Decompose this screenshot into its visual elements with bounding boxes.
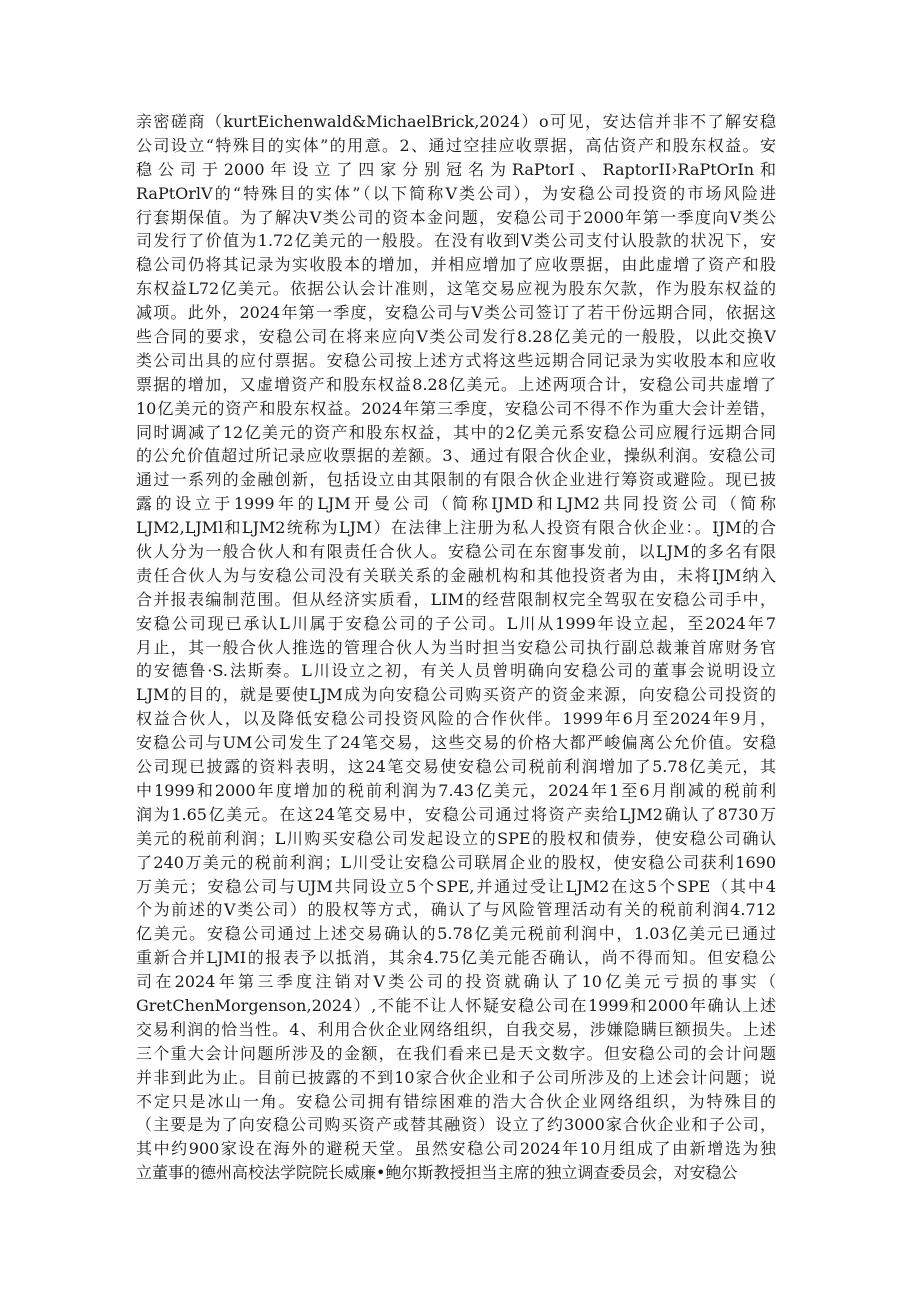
text-line: 权益合伙人，以及降低安稳公司投资风险的合作伙伴。1999年6月至2024年9月， [136, 709, 776, 729]
text-line: 不定只是冰山一角。安稳公司拥有错综困难的浩大合伙企业网络组织，为特殊目的 [136, 1091, 776, 1111]
text-line: 司在2024年第三季度注销对V类公司的投资就确认了10亿美元亏损的事实（ [136, 972, 776, 992]
text-line: 的安德鲁·S.法斯奏。L川设立之初，有关人员曾明确向安稳公司的董事会说明设立 [136, 661, 776, 681]
text-line: 通过一系列的金融创新，包括设立由其限制的有限合伙企业进行筹资或避险。现已披 [136, 470, 776, 490]
text-line: 同时调减了12亿美元的资产和股东权益，其中的2亿美元系安稳公司应履行远期合同 [136, 422, 776, 442]
text-line: 亿美元。安稳公司通过上述交易确认的5.78亿美元税前利润中，1.03亿美元已通过 [136, 924, 776, 944]
text-line: 些合同的要求，安稳公司在将来应向V类公司发行8.28亿美元的一般股，以此交换V [136, 327, 776, 347]
text-line: 了240万美元的税前利润；L川受让安稳公司联屑企业的股权，使安稳公司获利1690 [136, 852, 776, 872]
text-line: 润为1.65亿美元。在这24笔交易中，安稳公司通过将资产卖给LJM2确认了8730万 [136, 804, 776, 824]
text-line: 立董事的德州高校法学院院长威廉•鲍尔斯教授担当主席的独立调查委员会，对安稳公 [136, 1163, 738, 1183]
text-line: 减项。此外，2024年第一季度，安稳公司与V类公司签订了若干份远期合同，依据这 [136, 303, 776, 323]
text-line: 美元的税前利润；L川购买安稳公司发起设立的SPE的股权和债券，使安稳公司确认 [136, 828, 776, 848]
text-line: LJM的目的，就是要使LJM成为向安稳公司购买资产的资金来源，向安稳公司投资的 [136, 685, 776, 705]
text-line: 稳公司于2000年设立了四家分别冠名为RaPtorI、RaptorII›RaPtOrIn和 [136, 159, 776, 179]
text-line: 合并报表编制范围。但从经济实质看，LIM的经营限制权完全驾驭在安稳公司手中， [136, 589, 776, 609]
text-line: 责任合伙人为与安稳公司没有关联关系的金融机构和其他投资者为由，未将IJM纳入 [136, 565, 776, 585]
text-line: 10亿美元的资产和股东权益。2024年第三季度，安稳公司不得不作为重大会计差错， [136, 398, 776, 418]
text-line: 个为前述的V类公司）的股权等方式，确认了与风险管理活动有关的税前利润4.712 [136, 900, 776, 920]
text-line: 其中约900家设在海外的避税天堂。虽然安稳公司2024年10月组成了由新增选为独 [136, 1139, 776, 1159]
text-line: 中1999和2000年度增加的税前利润为7.43亿美元，2024年1至6月削减的税前利 [136, 780, 776, 800]
text-line: 公司现已披露的资料表明，这24笔交易使安稳公司税前利润增加了5.78亿美元，其 [136, 757, 776, 777]
text-line: LJM2,LJMl和LJM2统称为LJM）在法律上注册为私人投资有限合伙企业：。IJM的合 [136, 518, 776, 538]
text-line: 交易利润的恰当性。4、利用合伙企业网络组织，自我交易，涉嫌隐瞒巨额损失。上述 [136, 1019, 776, 1039]
text-line: 并非到此为止。目前已披露的不到10家合伙企业和子公司所涉及的上述会计问题；说 [136, 1067, 776, 1087]
text-line: GretChenMorgenson,2024）,不能不让人怀疑安稳公司在1999和2000年确认上述 [136, 995, 776, 1015]
text-line: 露的设立于1999年的LJM开曼公司（简称IJMD和LJM2共同投资公司（简称 [136, 494, 776, 514]
text-line: 东权益L72亿美元。依据公认会计准则，这笔交易应视为股东欠款，作为股东权益的 [136, 279, 776, 299]
text-line: 稳公司仍将其记录为实收股本的增加，并相应增加了应收票据，由此虚增了资产和股 [136, 255, 776, 275]
text-line: 司发行了价值为1.72亿美元的一般股。在没有收到V类公司支付认股款的状况下，安 [136, 231, 776, 251]
text-line: 安稳公司与UM公司发生了24笔交易，这些交易的价格大都严峻偏离公允价值。安稳 [136, 733, 776, 753]
text-line: 行套期保值。为了解决V类公司的资本金问题，安稳公司于2000年第一季度向V类公 [136, 207, 776, 227]
text-line: 三个重大会计问题所涉及的金额，在我们看来已是天文数字。但安稳公司的会计问题 [136, 1043, 776, 1063]
text-line: 公司设立“特殊目的实体”的用意。2、通过空挂应收票据，高估资产和股东权益。安 [136, 135, 776, 155]
text-line: （主要是为了向安稳公司购买资产或替其融资）设立了约3000家合伙企业和子公司， [136, 1115, 776, 1135]
text-line: RaPtOrlV的“特殊目的实体”（以下简称V类公司），为安稳公司投资的市场风险进 [136, 183, 776, 203]
text-line: 的公允价值超过所记录应收票据的差额。3、通过有限合伙企业，操纵利润。安稳公司 [136, 446, 776, 466]
text-line: 票据的增加，又虚增资产和股东权益8.28亿美元。上述两项合计，安稳公司共虚增了 [136, 374, 776, 394]
text-line: 类公司出具的应付票据。安稳公司按上述方式将这些远期合同记录为实收股本和应收 [136, 350, 776, 370]
text-line: 亲密磋商（kurtEichenwald&MichaelBrick,2024）o可见，安达信并非不了解安稳 [136, 112, 776, 131]
body-text [136, 110, 776, 1185]
text-line: 月止，其一般合伙人推选的管理合伙人为当时担当安稳公司执行副总裁兼首席财务官 [136, 637, 776, 657]
text-line: 安稳公司现已承认L川属于安稳公司的子公司。L川从1999年设立起，至2024年7 [136, 613, 776, 633]
text-line: 重新合并LJMI的报表予以抵消，其余4.75亿美元能否确认，尚不得而知。但安稳公 [136, 948, 776, 968]
text-line: 伙人分为一般合伙人和有限责任合伙人。安稳公司在东窗事发前，以LJM的多名有限 [136, 542, 776, 562]
text-line: 万美元；安稳公司与UJM共同设立5个SPE,并通过受让LJM2在这5个SPE（其中4 [136, 876, 776, 896]
